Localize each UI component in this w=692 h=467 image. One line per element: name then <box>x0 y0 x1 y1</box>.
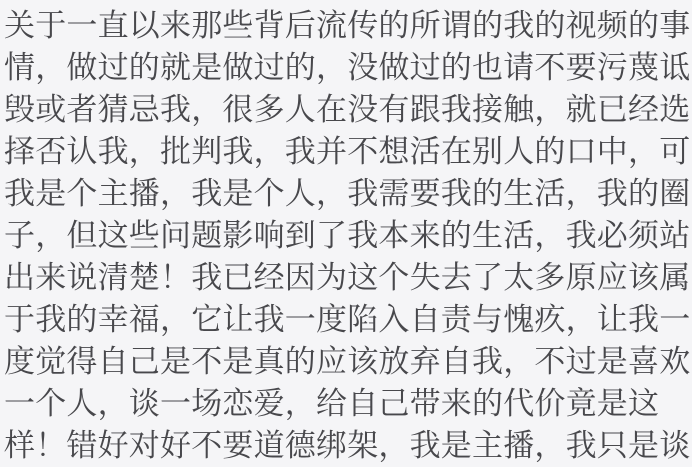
text-line: 我是个主播，我是个人，我需要我的生活，我的圈 <box>4 176 691 211</box>
text-line: 一个人，谈一场恋爱，给自己带来的代价竟是这 <box>4 386 660 421</box>
text-line: 样！错好对好不要道德绑架，我是主播，我只是谈 <box>4 428 691 463</box>
text-line: 子，但这些问题影响到了我本来的生活，我必须站 <box>4 218 691 253</box>
text-line: 出来说清楚！我已经因为这个失去了太多原应该属 <box>4 260 691 295</box>
text-line: 于我的幸福，它让我一度陷入自责与愧疚，让我一 <box>4 302 691 337</box>
text-line: 关于一直以来那些背后流传的所谓的我的视频的事 <box>4 8 691 43</box>
text-line: 度觉得自己是不是真的应该放弃自我，不过是喜欢 <box>4 344 691 379</box>
text-line: 情，做过的就是做过的，没做过的也请不要污蔑诋 <box>4 50 691 85</box>
text-line: 毁或者猜忌我，很多人在没有跟我接触，就已经选 <box>4 92 691 127</box>
text-line: 择否认我，批判我，我并不想活在别人的口中，可 <box>4 134 691 169</box>
